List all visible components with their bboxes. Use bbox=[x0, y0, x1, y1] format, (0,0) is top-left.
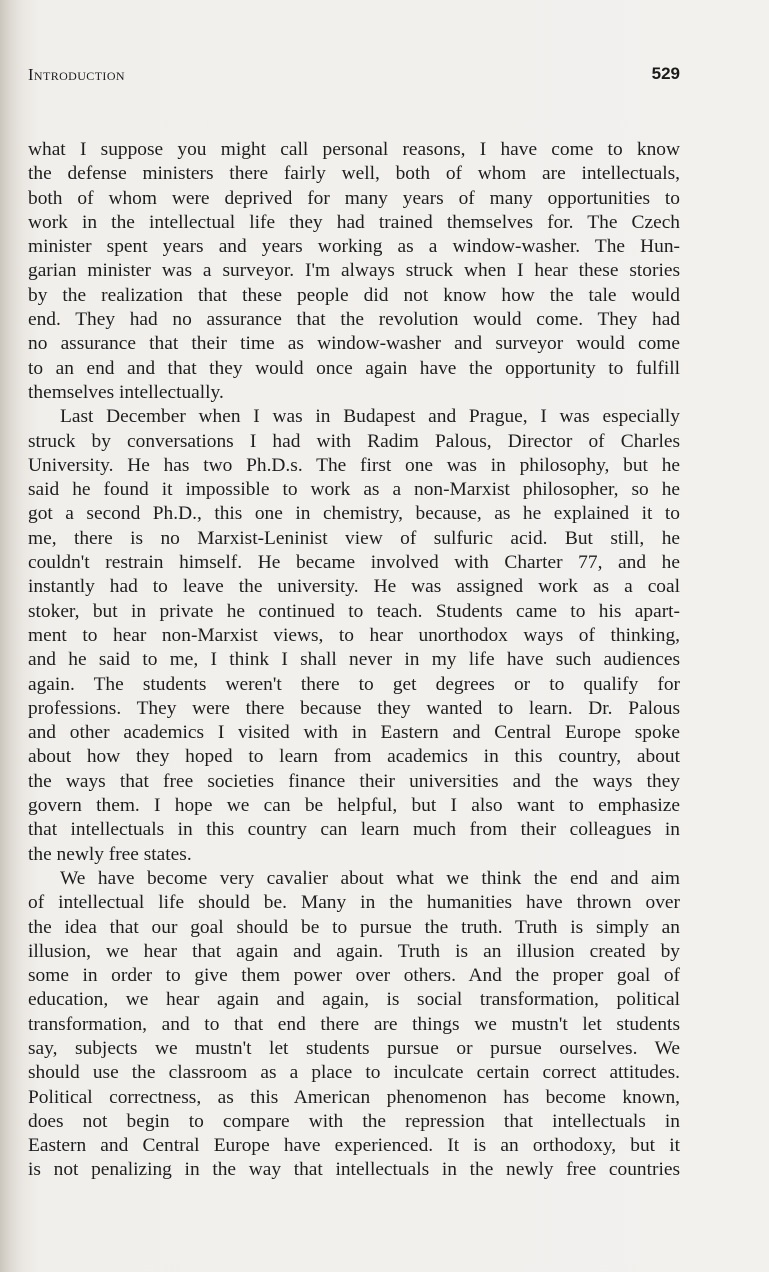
text-line: about how they hoped to learn from academics in this country, about bbox=[28, 746, 680, 768]
text-line: and he said to me, I think I shall never in my life have such audiences bbox=[28, 649, 680, 671]
body-text bbox=[28, 138, 680, 1183]
text-line: said he found it impossible to work as a non-Marxist philosopher, so he bbox=[28, 479, 680, 501]
text-line: no assurance that their time as window-washer and surveyor would come bbox=[28, 333, 680, 355]
text-line: transformation, and to that end there are things we mustn't let students bbox=[28, 1013, 680, 1035]
text-line: work in the intellectual life they had trained themselves for. The Czech bbox=[28, 211, 680, 233]
text-line: the defense ministers there fairly well, both of whom are intellectuals, bbox=[28, 163, 680, 185]
text-line: say, subjects we mustn't let students pursue or pursue ourselves. We bbox=[28, 1037, 680, 1059]
text-line: end. They had no assurance that the revolution would come. They had bbox=[28, 309, 680, 331]
section-title: Introduction bbox=[28, 65, 125, 84]
text-line: illusion, we hear that again and again. Truth is an illusion created by bbox=[28, 940, 680, 962]
text-line: is not penalizing in the way that intellectuals in the newly free countries bbox=[28, 1159, 680, 1181]
text-line: Political correctness, as this American phenomenon has become known, bbox=[28, 1086, 680, 1108]
text-line: University. He has two Ph.D.s. The first one was in philosophy, but he bbox=[28, 454, 680, 476]
text-line: to an end and that they would once again have the opportunity to fulfill bbox=[28, 357, 680, 379]
text-line: what I suppose you might call personal reasons, I have come to know bbox=[28, 139, 680, 160]
text-line: govern them. I hope we can be helpful, but I also want to emphasize bbox=[28, 795, 680, 817]
text-line: stoker, but in private he continued to teach. Students came to his apart- bbox=[28, 600, 680, 622]
text-line: ment to hear non-Marxist views, to hear unorthodox ways of thinking, bbox=[28, 624, 680, 646]
text-line: some in order to give them power over others. And the proper goal of bbox=[28, 965, 680, 987]
text-line: and other academics I visited with in Eastern and Central Europe spoke bbox=[28, 722, 680, 744]
text-line: the ways that free societies finance their universities and the ways they bbox=[28, 770, 680, 792]
text-line: that intellectuals in this country can learn much from their colleagues in bbox=[28, 819, 680, 841]
text-line: garian minister was a surveyor. I'm always struck when I hear these stories bbox=[28, 260, 680, 282]
text-line: struck by conversations I had with Radim Palous, Director of Charles bbox=[28, 430, 680, 452]
text-line: by the realization that these people did not know how the tale would bbox=[28, 284, 680, 306]
text-line: me, there is no Marxist-Leninist view of sulfuric acid. But still, he bbox=[28, 527, 680, 549]
text-line: Last December when I was in Budapest and Prague, I was especially bbox=[60, 406, 680, 428]
text-line: does not begin to compare with the repression that intellectuals in bbox=[28, 1110, 680, 1132]
text-line: the newly free states. bbox=[28, 843, 192, 865]
text-line: couldn't restrain himself. He became involved with Charter 77, and he bbox=[28, 552, 680, 574]
page-number: 529 bbox=[651, 64, 680, 83]
text-line: themselves intellectually. bbox=[28, 381, 224, 403]
text-line: Eastern and Central Europe have experienced. It is an orthodoxy, but it bbox=[28, 1135, 680, 1157]
text-line: instantly had to leave the university. He was assigned work as a coal bbox=[28, 576, 680, 598]
text-line: minister spent years and years working as a window-washer. The Hun- bbox=[28, 236, 680, 258]
text-line: the idea that our goal should be to pursue the truth. Truth is simply an bbox=[28, 916, 680, 938]
text-line: should use the classroom as a place to inculcate certain correct attitudes. bbox=[28, 1062, 680, 1084]
text-line: education, we hear again and again, is social transformation, political bbox=[28, 989, 680, 1011]
text-line: professions. They were there because they wanted to learn. Dr. Palous bbox=[28, 697, 680, 719]
text-line: We have become very cavalier about what we think the end and aim bbox=[60, 867, 680, 889]
text-line: got a second Ph.D., this one in chemistry, because, as he explained it to bbox=[28, 503, 680, 525]
running-head bbox=[28, 64, 680, 86]
text-line: both of whom were deprived for many years of many opportunities to bbox=[28, 187, 680, 209]
text-line: of intellectual life should be. Many in the humanities have thrown over bbox=[28, 892, 680, 914]
text-line: again. The students weren't there to get degrees or to qualify for bbox=[28, 673, 680, 695]
